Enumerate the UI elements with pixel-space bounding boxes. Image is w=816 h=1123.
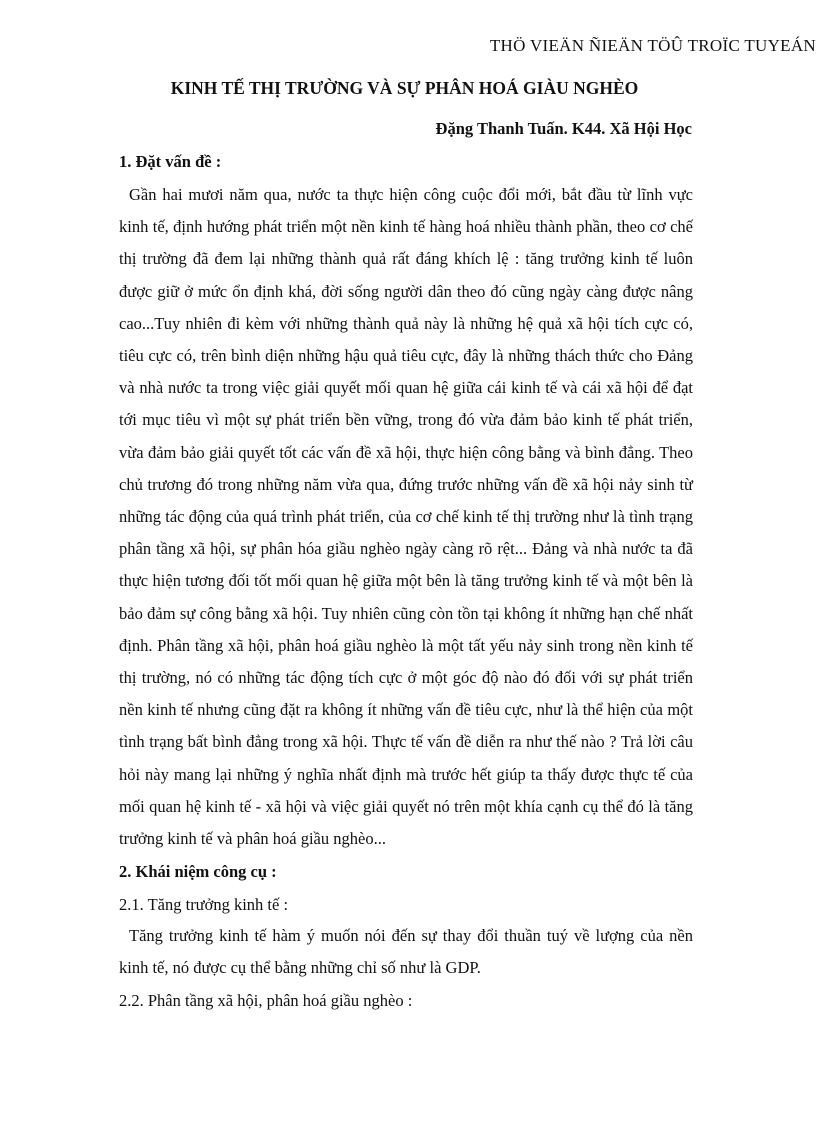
- subsection-2-1-heading: 2.1. Tăng trưởng kinh tế :: [119, 895, 289, 915]
- author-line: Đặng Thanh Tuấn. K44. Xã Hội Học: [435, 119, 692, 138]
- title-text: KINH TẾ THỊ TRƯỜNG VÀ SỰ PHÂN HOÁ GIÀU NGHÈO: [170, 78, 639, 98]
- section1-heading: 1. Đặt vấn đề :: [119, 152, 222, 171]
- library-header: THÖ VIEÄN ÑIEÄN TÖÛ TROÏC TUYEÁN: [489, 36, 816, 55]
- subsection-2-2-heading: 2.2. Phân tầng xã hội, phân hoá giầu nghèo :: [119, 990, 413, 1010]
- subsection-2-1-paragraph: Tăng trưởng kinh tế hàm ý muốn nói đến sự thay đổi thuần tuý về lượng của nền kinh tế, nó được cụ thể bằng những chỉ số như là GDP.: [119, 926, 693, 978]
- section1-paragraph: Gần hai mươi năm qua, nước ta thực hiện công cuộc đổi mới, bắt đầu từ lĩnh vực kinh tế, định hướng phát triển một nền kinh tế hàng hoá nhiều thành phần, theo cơ chế thị trường đã đem lại những thành quả rất đáng khích lệ : tăng trưởng kinh tế luôn được giữ ở mức ổn định khá, đời sống người dân theo đó cũng ngày càng được nâng cao...Tuy nhiên đi kèm với những thành quả này là những hệ quả xã hội tích cực có, tiêu cực có, trên bình diện những hậu quả tiêu cực, đây là những thách thức cho Đảng và nhà nước ta trong việc giải quyết mối quan hệ giữa cái kinh tế và cái xã hội để đạt tới mục tiêu vì một sự phát triển bền vững, trong đó vừa đảm bảo kinh tế phát triển, vừa đảm bảo giải quyết tốt các vấn đề xã hội, thực hiện công bằng và bình đẳng. Theo chủ trương đó trong những năm vừa qua, đứng trước những vấn đề xã hội nảy sinh từ những tác động của quá trình phát triển, của cơ chế kinh tế thị trường như là tình trạng phân tầng xã hội, sự phân hóa giầu nghèo ngày càng rõ rệt... Đảng và nhà nước ta đã thực hiện tương đối tốt mối quan hệ giữa một bên là tăng trưởng kinh tế và một bên là bảo đảm sự công bằng xã hội. Tuy nhiên cũng còn tồn tại không ít những hạn chế nhất định. Phân tầng xã hội, phân hoá giầu nghèo là một tất yếu nảy sinh trong nền kinh tế thị trường, nó có những tác động tích cực ở một góc độ nào đó đối với sự phát triển nền kinh tế nhưng cũng đặt ra không ít những vấn đề tiêu cực, như là thể hiện của một tình trạng bất bình đẳng trong xã hội. Thực tế vấn đề diễn ra như thế nào ? Trả lời câu hỏi này mang lại những ý nghĩa nhất định mà trước hết giúp ta thấy được thực tế của mối quan hệ kinh tế - xã hội và việc giải quyết nó trên một khía cạnh cụ thể đó là tăng trưởng kinh tế và phân hoá giầu nghèo...: [119, 185, 693, 849]
- document-title: [0, 78, 816, 99]
- section2-heading: 2. Khái niệm công cụ :: [119, 862, 277, 882]
- document-body: [119, 149, 693, 1016]
